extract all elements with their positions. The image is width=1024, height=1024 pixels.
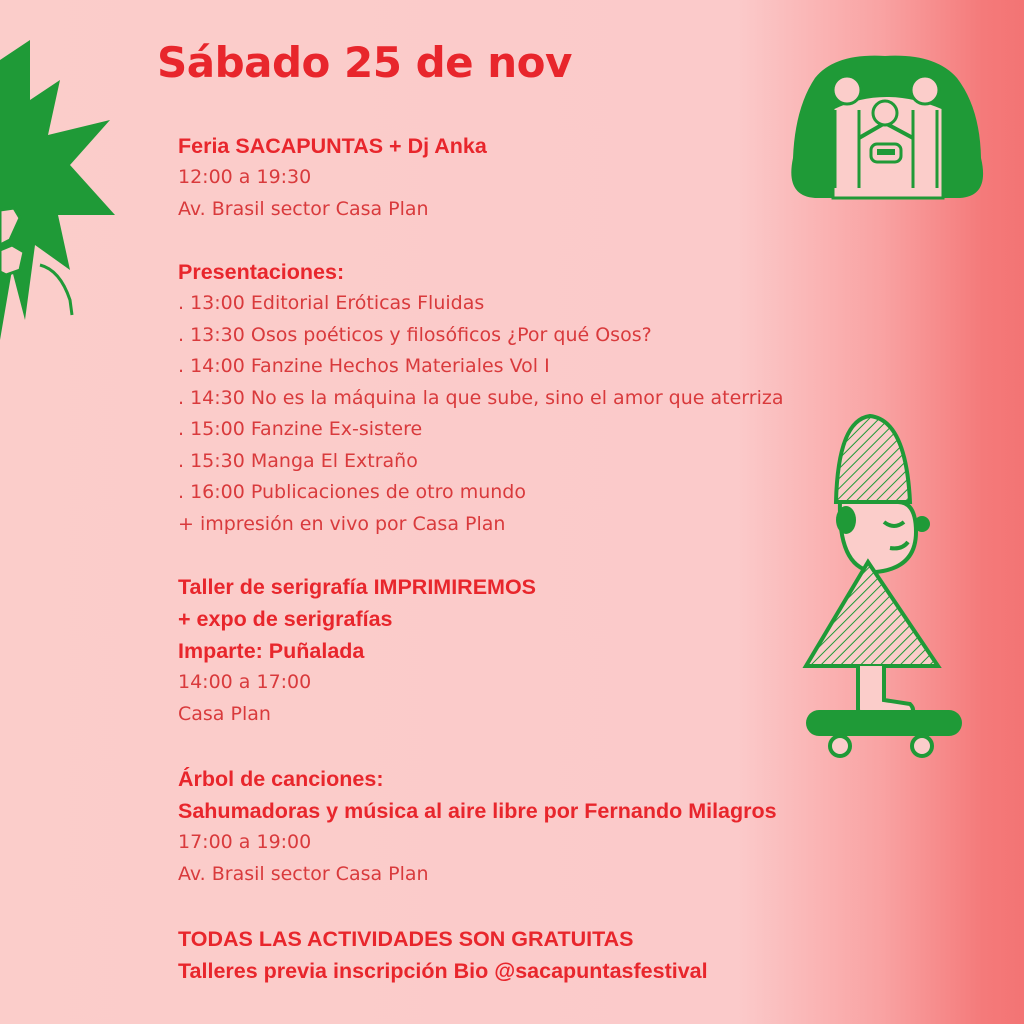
free-activities-note: TODAS LAS ACTIVIDADES SON GRATUITAS [178, 927, 634, 951]
arbol-heading: Árbol de canciones: [178, 767, 384, 791]
feria-place: Av. Brasil sector Casa Plan [178, 197, 429, 220]
arbol-place: Av. Brasil sector Casa Plan [178, 862, 429, 885]
starburst-hand-illustration [0, 40, 120, 370]
taller-place: Casa Plan [178, 702, 271, 725]
event-schedule [178, 130, 918, 987]
presentation-extra: + impresión en vivo por Casa Plan [178, 512, 506, 535]
taller-heading: Taller de serigrafía IMPRIMIREMOS [178, 575, 537, 599]
presentation-item: . 14:00 Fanzine Hechos Materiales Vol I [178, 355, 550, 377]
arbol-time: 17:00 a 19:00 [178, 831, 312, 853]
feria-block [178, 130, 918, 225]
page-title: Sábado 25 de nov [157, 38, 572, 87]
presentation-item: . 15:30 Manga El Extraño [178, 449, 418, 472]
presentation-item: . 15:00 Fanzine Ex-sistere [178, 418, 423, 440]
presentation-item: . 14:30 No es la máquina la que sube, sino el amor que aterriza [178, 386, 784, 409]
presentaciones-heading: Presentaciones: [178, 260, 345, 284]
feria-time: 12:00 a 19:30 [178, 166, 312, 188]
arbol-subheading: Sahumadoras y música al aire libre por Fernando Milagros [178, 799, 777, 823]
taller-subheading: + expo de serigrafías [178, 607, 393, 631]
arbol-block [178, 763, 918, 890]
presentation-item: . 13:30 Osos poéticos y filosóficos ¿Por qué Osos? [178, 323, 652, 346]
presentation-item: . 16:00 Publicaciones de otro mundo [178, 481, 526, 503]
presentaciones-block [178, 256, 918, 540]
feria-heading: Feria SACAPUNTAS + Dj Anka [178, 134, 487, 158]
registration-note: Talleres previa inscripción Bio @sacapuntasfestival [178, 959, 708, 983]
presentation-item: . 13:00 Editorial Eróticas Fluidas [178, 292, 485, 314]
taller-instructor: Imparte: Puñalada [178, 639, 365, 663]
footer-block [178, 923, 918, 987]
taller-time: 14:00 a 17:00 [178, 671, 312, 693]
taller-block [178, 571, 918, 730]
